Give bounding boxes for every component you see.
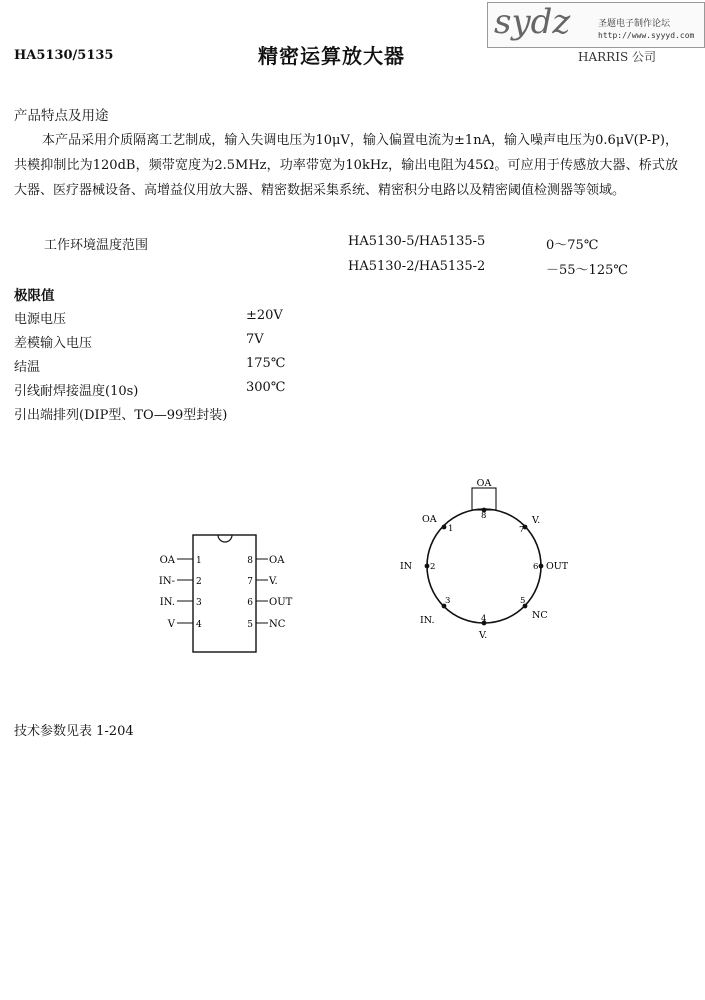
features-body: 本产品采用介质隔离工艺制成，输入失调电压为10μV，输入偏置电流为±1nA，输入噪声电压为0.6μV(P-P)，共模抑制比为120dB，频带宽度为2.5MHz，功率带宽为10kHz，输出电阻为45Ω。可应用于传感放大器、桥式放大器、医疗器械设备、高增益仪用放大器、精密数据采集系统、精密积分电路以及精密阈值检测器等领域。: [14, 133, 678, 198]
dip-notch: [218, 535, 232, 542]
to99-pin-number: 8: [481, 511, 487, 521]
dip-right-pin-label: V.: [269, 576, 278, 587]
limit-value: 7V: [246, 332, 264, 347]
model-number: HA5130/5135: [14, 48, 114, 63]
to99-pin-number: 4: [481, 614, 487, 624]
dip-right-pin-number: 6: [247, 598, 253, 608]
dip-right-pin-number: 7: [247, 577, 253, 587]
to99-tab: [472, 488, 496, 510]
to99-pin-dot: [539, 564, 544, 569]
limit-name: 差模输入电压: [14, 336, 93, 351]
temp-row-model: HA5130-5/HA5135-5: [348, 234, 486, 249]
to99-pin-number: 3: [445, 596, 451, 606]
limits-heading: 极限值: [14, 288, 55, 304]
to99-pin-number: 5: [520, 596, 526, 606]
dip-left-pin-label: OA: [159, 555, 175, 566]
temp-row-model: HA5130-2/HA5135-2: [348, 259, 486, 274]
dip-left-pin-label: IN.: [159, 597, 175, 608]
features-heading: 产品特点及用途: [14, 108, 109, 124]
to99-pin-label: IN.: [420, 615, 435, 626]
limit-value: ±20V: [246, 308, 283, 323]
dip-left-pin-number: 1: [196, 556, 202, 566]
page-title: 精密运算放大器: [258, 44, 405, 68]
to99-pin-number: 7: [519, 525, 525, 535]
limit-value: 300℃: [246, 380, 286, 395]
dip-right-pin-number: 5: [247, 620, 253, 630]
limit-name: 引线耐焊接温度(10s): [14, 384, 139, 399]
dip-package-diagram: [150, 530, 300, 660]
dip-right-pin-label: OA: [269, 555, 285, 566]
dip-right-pin-number: 8: [247, 556, 253, 566]
temp-row-range: －55～125℃: [546, 263, 628, 278]
dip-left-pin-number: 4: [196, 620, 202, 630]
limit-name: 电源电压: [14, 312, 67, 327]
to99-pin-label: OUT: [546, 561, 569, 572]
dip-body: [193, 535, 256, 652]
to99-pin-label: IN: [400, 561, 413, 572]
to99-pin-label: NC: [532, 610, 548, 621]
dip-left-pin-label: IN-: [158, 576, 175, 587]
to99-pin-label: V.: [532, 515, 541, 526]
to99-package-diagram: [392, 476, 592, 651]
features-paragraph: [14, 128, 678, 203]
to99-pin-dot: [442, 525, 447, 530]
watermark-logo: sydz: [494, 2, 571, 42]
parameter-table-reference: 技术参数见表 1-204: [14, 724, 134, 739]
dip-right-pin-label: NC: [269, 619, 286, 630]
watermark-site-name: 圣题电子制作论坛: [598, 19, 671, 29]
limit-name: 结温: [14, 360, 41, 375]
to99-pin-label: V.: [479, 630, 488, 641]
dip-right-pin-label: OUT: [269, 597, 293, 608]
to99-pin-number: 1: [448, 524, 454, 534]
dip-left-pin-number: 3: [196, 598, 202, 608]
dip-left-pin-label: V: [167, 619, 175, 630]
pinout-heading: 引出端排列(DIP型、TO—99型封装): [14, 408, 228, 423]
watermark-url: http://www.syyyd.com: [598, 31, 695, 40]
brand-name: HARRIS 公司: [578, 50, 656, 64]
temp-row-range: 0～75℃: [546, 238, 599, 253]
to99-pin-label: OA: [422, 514, 437, 525]
to99-tab-label: OA: [476, 478, 492, 489]
to99-pin-number: 6: [533, 562, 539, 572]
limit-value: 175℃: [246, 356, 286, 371]
to99-pin-number: 2: [430, 562, 436, 572]
to99-pin-dot: [425, 564, 430, 569]
dip-left-pin-number: 2: [196, 577, 202, 587]
temp-range-label: 工作环境温度范围: [44, 238, 149, 253]
